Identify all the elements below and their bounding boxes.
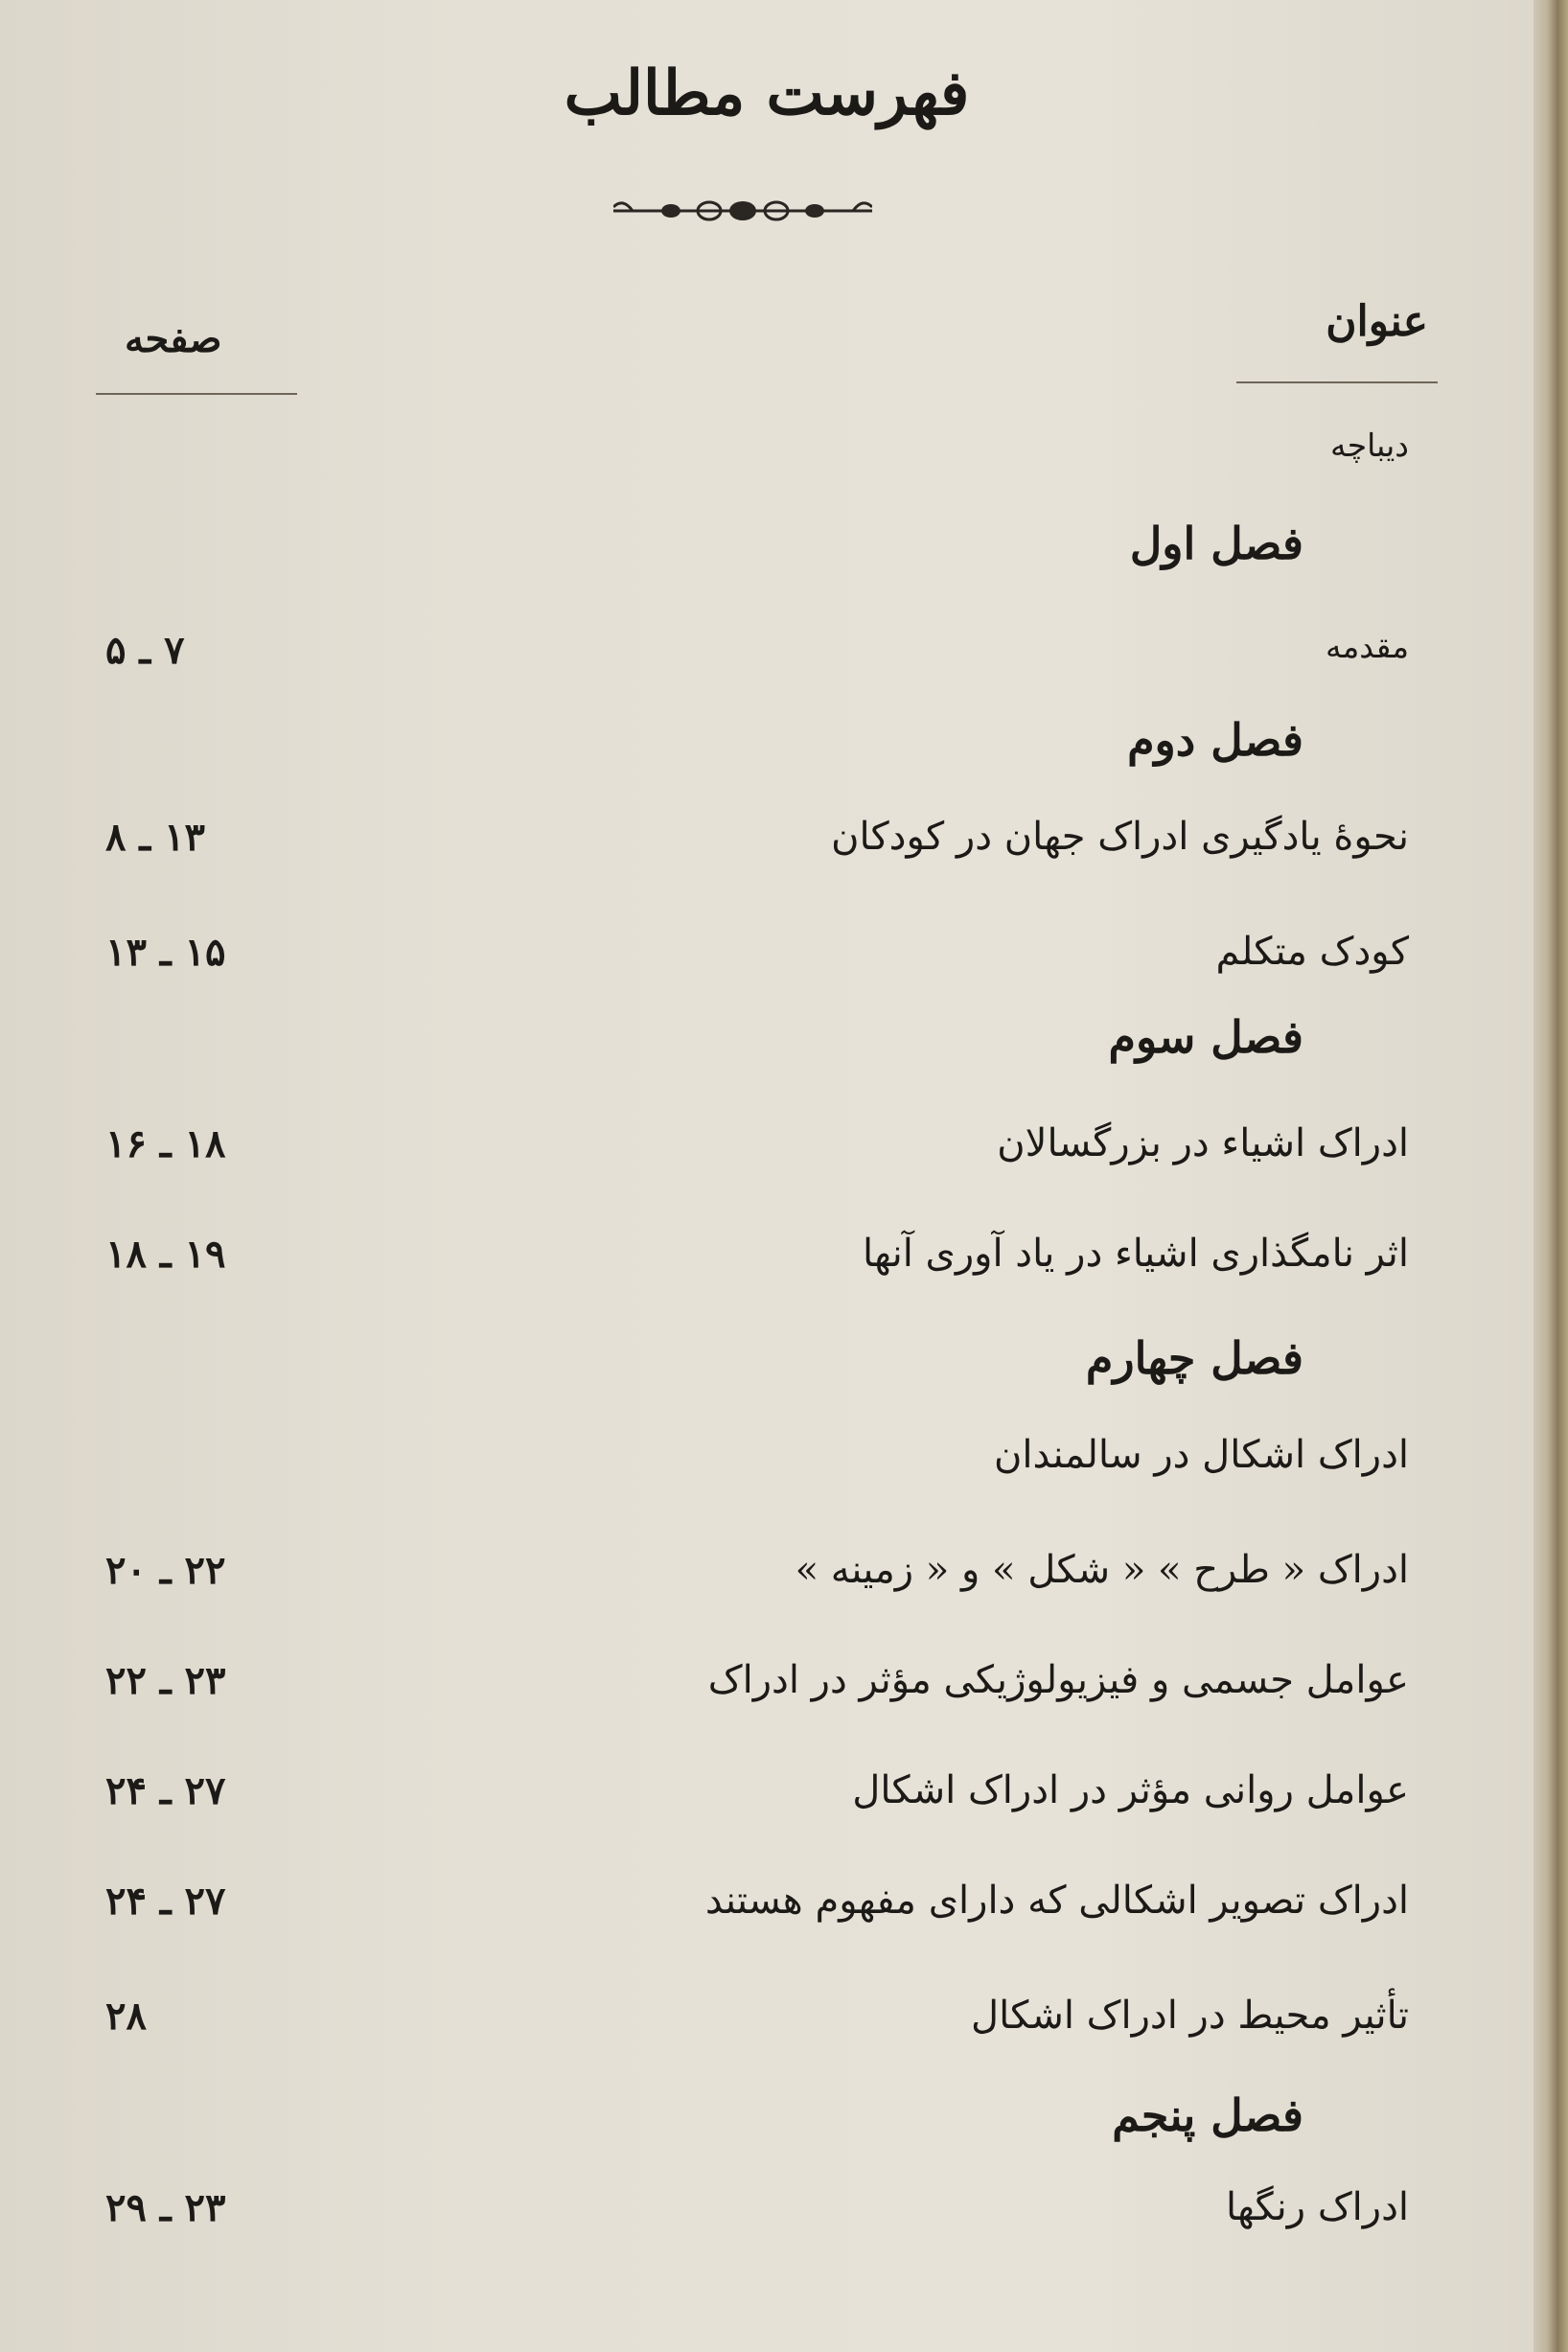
toc-entry-title: ادراک اشکال در سالمندان: [994, 1433, 1409, 1477]
chapter-title: فصل دوم: [1127, 714, 1303, 766]
chapter-title: فصل پنجم: [1112, 2089, 1303, 2141]
page-title: فهرست مطالب: [564, 58, 970, 129]
toc-entry-page: ۲۲ ـ ۲۰: [105, 1548, 226, 1593]
chapter-title: فصل اول: [1129, 518, 1303, 569]
toc-row: [0, 1658, 1533, 1725]
toc-row: [0, 1232, 1533, 1299]
toc-row: [0, 1121, 1533, 1188]
toc-row: [0, 2185, 1533, 2252]
toc-entry-title: عوامل جسمی و فیزیولوژیکی مؤثر در ادراک: [707, 1658, 1409, 1702]
toc-entry-title: دیباچه: [1330, 427, 1409, 464]
toc-entry-page: ۲۳ ـ ۲۲: [105, 1658, 226, 1703]
column-header-page: صفحه: [125, 316, 222, 361]
toc-row: [0, 930, 1533, 997]
toc-entry-page: ۲۳ ـ ۲۹: [105, 2185, 226, 2230]
toc-entry-title: نحوهٔ یادگیری ادراک جهان در کودکان: [831, 815, 1409, 859]
toc-chapter-row: [0, 1011, 1533, 1078]
toc-row: [0, 1548, 1533, 1615]
toc-entry-title: ادراک « طرح » « شکل » و « زمینه »: [795, 1548, 1409, 1592]
toc-entry-page: ۲۷ ـ ۲۴: [105, 1879, 226, 1924]
toc-row: [0, 1994, 1533, 2061]
toc-chapter-row: [0, 714, 1533, 781]
toc-entry-page: ۲۷ ـ ۲۴: [105, 1768, 226, 1813]
toc-row: [0, 1879, 1533, 1946]
toc-entry-title: عوامل روانی مؤثر در ادراک اشکال: [852, 1768, 1409, 1812]
toc-entry-title: مقدمه: [1325, 628, 1409, 665]
toc-entry-page: ۱۹ ـ ۱۸: [105, 1232, 226, 1277]
toc-chapter-row: [0, 2089, 1533, 2156]
chapter-title: فصل سوم: [1108, 1011, 1303, 1063]
toc-row: [0, 628, 1533, 695]
toc-entry-title: تأثیر محیط در ادراک اشکال: [971, 1994, 1409, 2038]
toc-row: [0, 427, 1533, 494]
toc-entry-title: ادراک تصویر اشکالی که دارای مفهوم هستند: [704, 1879, 1409, 1923]
toc-entry-page: ۱۸ ـ ۱۶: [105, 1121, 226, 1166]
toc-row: [0, 1433, 1533, 1500]
toc-entry-page: ۲۸: [105, 1994, 147, 2039]
toc-row: [0, 815, 1533, 882]
toc-entry-title: ادراک رنگها: [1225, 2185, 1409, 2229]
toc-entry-title: کودک متکلم: [1215, 930, 1409, 974]
toc-entry-page: ۱۳ ـ ۸: [105, 815, 206, 860]
toc-entry-page: ۱۵ ـ ۱۳: [105, 930, 226, 975]
column-header-title: عنوان: [1326, 297, 1428, 346]
toc-row: [0, 1768, 1533, 1835]
chapter-title: فصل چهارم: [1085, 1332, 1303, 1384]
toc-entry-title: ادراک اشیاء در بزرگسالان: [997, 1121, 1409, 1165]
toc-chapter-row: [0, 1332, 1533, 1399]
toc-entry-title: اثر نامگذاری اشیاء در یاد آوری آنها: [862, 1232, 1409, 1276]
book-spine-edge: [1533, 0, 1568, 2352]
toc-chapter-row: [0, 518, 1533, 585]
toc-entry-page: ۷ ـ ۵: [105, 628, 185, 673]
